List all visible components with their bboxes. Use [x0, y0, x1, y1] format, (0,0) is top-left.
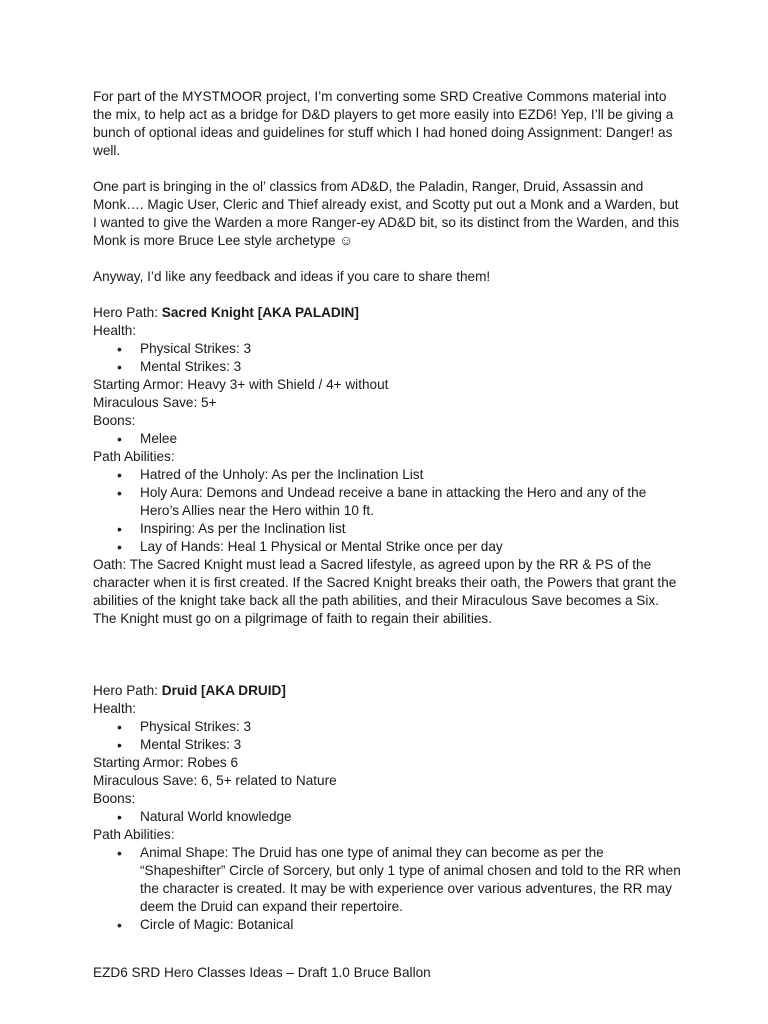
- paladin-abilities-list: [93, 466, 683, 556]
- druid-health-list: [93, 718, 683, 754]
- list-item: • Mental Strikes: 3: [140, 358, 683, 376]
- paladin-boons-list: [93, 430, 683, 448]
- paladin-health-list: [93, 340, 683, 376]
- document-body: [93, 88, 683, 934]
- list-item: • Animal Shape: The Druid has one type of animal they can become as per the “Shapeshifter” Circle of Sorcery, but only 1 type of animal chosen and told to the RR when the character is created. It may be with experience over various adventures, the RR may deem the Druid can expand their repertoire.: [140, 844, 683, 916]
- list-item: • Natural World knowledge: [140, 808, 683, 826]
- list-item: • Lay of Hands: Heal 1 Physical or Mental Strike once per day: [140, 538, 683, 556]
- list-item: • Melee: [140, 430, 683, 448]
- list-item: • Physical Strikes: 3: [140, 340, 683, 358]
- paladin-oath: Oath: The Sacred Knight must lead a Sacred lifestyle, as agreed upon by the RR & PS of the character when it is first created. If the Sacred Knight breaks their oath, the Powers that grant the abilities of the knight take back all the path abilities, and their Miraculous Save becomes a Six. The Knight must go on a pilgrimage of faith to regain their abilities.: [93, 557, 677, 626]
- paladin-path-label: Hero Path:: [93, 305, 162, 320]
- paladin-section: [93, 304, 683, 628]
- list-item: • Circle of Magic: Botanical: [140, 916, 683, 934]
- druid-path-name: Druid [AKA DRUID]: [161, 683, 286, 698]
- list-item: • Physical Strikes: 3: [140, 718, 683, 736]
- paladin-health-label: Health:: [93, 323, 137, 338]
- druid-armor: Starting Armor: Robes 6: [93, 755, 239, 770]
- list-item: • Hatred of the Unholy: As per the Inclination List: [140, 466, 683, 484]
- paladin-boons-label: Boons:: [93, 413, 136, 428]
- druid-abilities-label: Path Abilities:: [93, 827, 175, 842]
- druid-abilities-list: [93, 844, 683, 934]
- druid-health-label: Health:: [93, 701, 137, 716]
- paladin-abilities-label: Path Abilities:: [93, 449, 175, 464]
- list-item: • Inspiring: As per the Inclination list: [140, 520, 683, 538]
- druid-path-label: Hero Path:: [93, 683, 162, 698]
- intro-paragraph-2: One part is bringing in the ol’ classics from AD&D, the Paladin, Ranger, Druid, Assassin and Monk…. Magic User, Cleric and Thief already exist, and Scotty put out a Monk and a Warden, but I wanted to give the Warden a more Ranger-ey AD&D bit, so its distinct from the Warden, and this Monk is more Bruce Lee style archetype ☺: [93, 179, 680, 248]
- intro-paragraph-1: For part of the MYSTMOOR project, I’m converting some SRD Creative Commons material into the mix, to help act as a bridge for D&D players to get more easily into EZD6! Yep, I’ll be giving a bunch of optional ideas and guidelines for stuff which I had honed doing Assignment: Danger! as well.: [93, 89, 674, 158]
- druid-save: Miraculous Save: 6, 5+ related to Nature: [93, 773, 337, 788]
- page-footer: EZD6 SRD Hero Classes Ideas – Draft 1.0 Bruce Ballon: [93, 965, 431, 980]
- paladin-save: Miraculous Save: 5+: [93, 395, 217, 410]
- paladin-armor: Starting Armor: Heavy 3+ with Shield / 4+ without: [93, 377, 389, 392]
- list-item: • Holy Aura: Demons and Undead receive a bane in attacking the Hero and any of the Hero’s Allies near the Hero within 10 ft.: [140, 484, 683, 520]
- paladin-path-name: Sacred Knight [AKA PALADIN]: [161, 305, 359, 320]
- paladin-heading: [93, 304, 683, 322]
- druid-boons-label: Boons:: [93, 791, 136, 806]
- intro-paragraph-3: Anyway, I’d like any feedback and ideas if you care to share them!: [93, 269, 491, 284]
- druid-boons-list: [93, 808, 683, 826]
- druid-section: [93, 682, 683, 934]
- druid-heading: [93, 682, 683, 700]
- list-item: • Mental Strikes: 3: [140, 736, 683, 754]
